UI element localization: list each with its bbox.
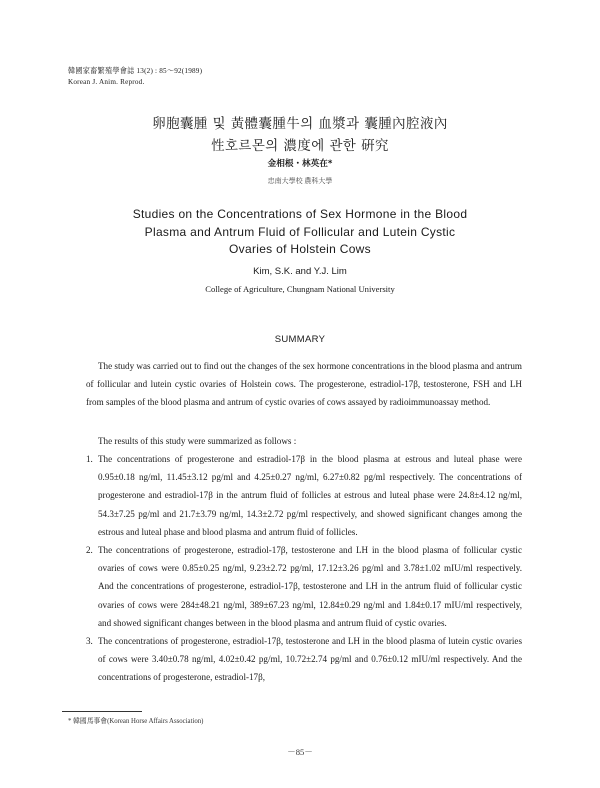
summary-paragraph: The study was carried out to find out the changes of the sex hormone concentrations in the blood plasma and antrum of follicular and lutein cystic ovaries of Holstein cows. The progesterone, estradiol-17β, testosterone, FSH and LH from samples of the blood plasma and antrum of cystic ovaries of cows assayed by radioimmunoassay method. (86, 361, 522, 408)
results-intro: The results of this study were summarized as follows : (98, 436, 297, 446)
result-text: The concentrations of progesterone, estradiol-17β, testosterone and LH in the blood plasma of lutein cystic ovaries of cows were 3.40±0.78 ng/ml, 4.02±0.42 pg/ml, 10.72±2.74 pg/ml and 0.76±0.12 mIU/ml respectively. And the concentrations of progesterone, estradiol-17β, (98, 636, 522, 683)
result-text: The concentrations of progesterone and estradiol-17β in the blood plasma at estrous and luteal phase were 0.95±0.18 ng/ml, 11.45±3.12 pg/ml and 4.25±0.27 ng/ml, 6.27±0.82 pg/ml respectively. The concentrations of progesterone and estradiol-17β in the antrum fluid of follicles at estrous and luteal phase were 24.8±4.12 ng/ml, 54.3±7.25 pg/ml and 21.7±3.79 ng/ml, 14.3±2.72 pg/ml respectively, and showed significant changes among the estrous and luteal phase and blood plasma and antrum fluid of follicles. (98, 454, 522, 537)
journal-name-english: Korean J. Anim. Reprod. (68, 78, 145, 86)
result-item (86, 541, 522, 632)
english-affiliation: College of Agriculture, Chungnam National University (205, 284, 395, 294)
result-number: 1. (86, 454, 93, 464)
result-number: 2. (86, 545, 93, 556)
results-list (86, 450, 522, 687)
footnote: * 韓國馬事會(Korean Horse Affairs Association) (68, 718, 204, 725)
journal-citation: 韓國家畜繁殖學會誌 13(2) : 85～92(1989) (68, 67, 203, 75)
page-number: －85－ (287, 747, 313, 757)
result-text: The concentrations of progesterone, estradiol-17β, testosterone and LH in the blood plasma of follicular cystic ovaries of cows were 0.85±0.25 ng/ml, 9.23±2.72 pg/ml, 17.12±3.26 pg/ml and 3.78±1.02 mIU/ml respectively. And the concentrations of progesterone, estradiol-17β, testosterone and LH in the antrum fluid of follicular cystic ovaries of cows were 284±48.21 ng/ml, 389±67.23 ng/ml, 12.84±0.29 ng/ml and 1.84±0.17 mIU/ml respectively, and showed significant changes between in the blood plasma and antrum fluid of cystic ovaries. (98, 545, 522, 628)
english-authors: Kim, S.K. and Y.J. Lim (253, 266, 347, 277)
korean-authors: 金相根・林英在* (267, 159, 333, 169)
korean-title-line-1: 卵胞囊腫 및 黃體囊腫牛의 血漿과 囊腫內腔液內 (152, 117, 448, 132)
summary-heading: SUMMARY (274, 334, 326, 345)
korean-title-line-2: 性호르몬의 濃度에 관한 硏究 (211, 139, 389, 154)
journal-header (68, 66, 202, 88)
english-title-line-1: Studies on the Concentrations of Sex Hormone in the Blood (132, 207, 468, 221)
korean-affiliation: 忠南大學校 農科大學 (267, 177, 333, 185)
english-title-line-2: Plasma and Antrum Fluid of Follicular and Lutein Cystic (144, 225, 456, 239)
footnote-divider (62, 711, 142, 712)
english-title-line-3: Ovaries of Holstein Cows (229, 242, 371, 256)
result-item (86, 632, 522, 687)
result-number: 3. (86, 636, 93, 647)
result-item (86, 450, 522, 541)
